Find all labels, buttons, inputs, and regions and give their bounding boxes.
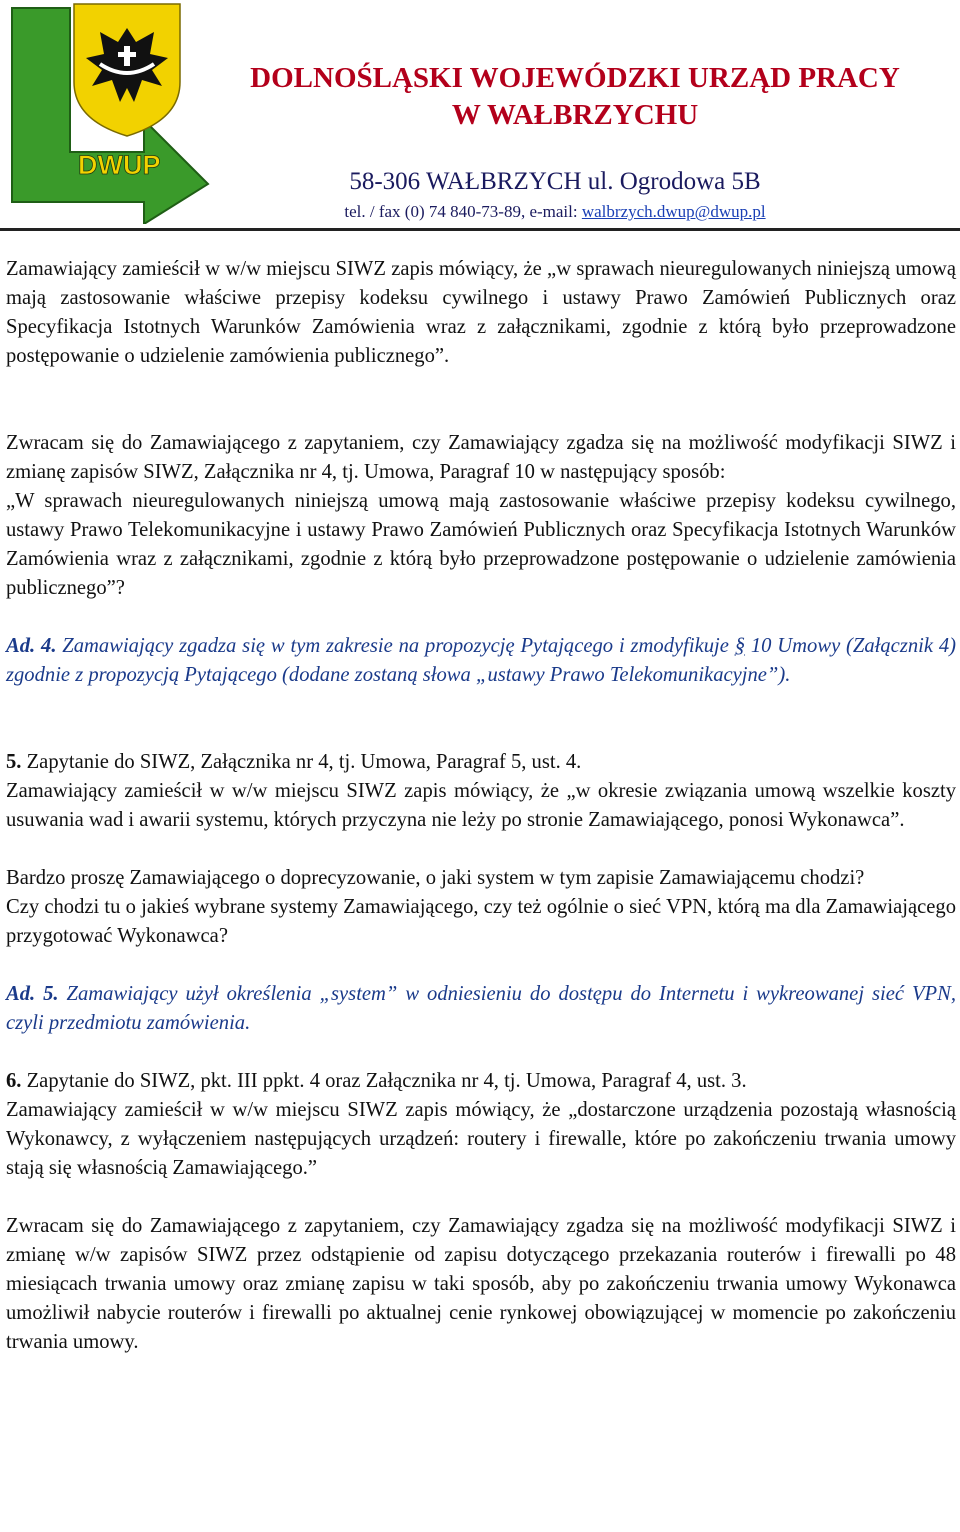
question-6-heading: 6. Zapytanie do SIWZ, pkt. III ppkt. 4 oraz Załącznika nr 4, tj. Umowa, Paragraf 4, ust. 3. (6, 1070, 747, 1092)
org-name-line1: DOLNOŚLĄSKI WOJEWÓDZKI URZĄD PRACY (250, 62, 900, 94)
answer-5-label: Ad. 5. (6, 983, 59, 1005)
document-body (6, 255, 956, 1357)
paragraph-6-quote: Zamawiający zamieścił w w/w miejscu SIWZ zapis mówiący, że „dostarczone urządzenia pozostają własnością Wykonawcy, z wyłączeniem następujących urządzeń: routery i firewalle, które po zakończeniu trwania umowy stają się własnością Zamawiającego.” (6, 1099, 956, 1179)
question-5-number: 5. (6, 751, 22, 773)
dwup-logo (4, 2, 210, 224)
contact-line (230, 202, 880, 222)
logo-text: DWUP (78, 150, 161, 180)
answer-5: Ad. 5. Zamawiający użył określenia „system” w odniesieniu do dostępu do Internetu i wykreowanej sieć VPN, czyli przedmiotu zamówienia. (6, 983, 957, 1034)
phone-fax: tel. / fax (0) 74 840-73-89, e-mail: (344, 202, 582, 221)
paragraph-5-question: Czy chodzi tu o jakieś wybrane systemy Zamawiającego, czy też ogólnie o sieć VPN, którą ma dla Zamawiającego przygotować Wykonawca? (6, 896, 956, 947)
answer-4-label: Ad. 4. (6, 635, 57, 657)
paragraph-quote-current-clause: Zamawiający zamieścił w w/w miejscu SIWZ zapis mówiący, że „w sprawach nieuregulowanych niniejszą umową mają zastosowanie właściwe przepisy kodeksu cywilnego i ustawy Prawo Zamówień Publicznych oraz Specyfikacja Istotnych Warunków Zamówienia wraz z załącznikami, zgodnie z którą było przeprowadzone postępowanie o udzielenie zamówienia publicznego”. (6, 258, 956, 367)
postal-address: 58-306 WAŁBRZYCH ul. Ogrodowa 5B (349, 168, 761, 195)
paragraph-question-modification: Zwracam się do Zamawiającego z zapytaniem, czy Zamawiający zgadza się na możliwość modyfikacji SIWZ i zmianę zapisów SIWZ, Załącznika nr 4, tj. Umowa, Paragraf 10 w następujący sposób: (6, 432, 956, 483)
paragraph-proposed-clause: „W sprawach nieuregulowanych niniejszą umową mają zastosowanie właściwe przepisy kodeksu cywilnego, ustawy Prawo Telekomunikacyjne i ustawy Prawo Zamówień Publicznych oraz Specyfikacja Istotnych Warunków Zamówienia wraz z załącznikami, zgodnie z którą było przeprowadzone postępowanie o udzielenie zamówienia publicznego”? (6, 490, 956, 599)
paragraph-sign: § (734, 635, 746, 657)
organization-name (210, 60, 940, 134)
org-name-line2: W WAŁBRZYCHU (451, 99, 699, 131)
paragraph-5-quote: Zamawiający zamieścił w w/w miejscu SIWZ zapis mówiący, że „w okresie związania umową wszelkie koszty usuwania wad i awarii systemu, których przyczyna nie leży po stronie Zamawiającego, ponosi Wykonawca”. (6, 780, 956, 831)
paragraph-5-request: Bardzo proszę Zamawiającego o doprecyzowanie, o jaki system w tym zapisie Zamawiającemu chodzi? (6, 867, 865, 889)
paragraph-6-question: Zwracam się do Zamawiającego z zapytaniem, czy Zamawiający zgadza się na możliwość modyfikacji SIWZ i zmianę w/w zapisów SIWZ przez odstąpienie od zapisu dotyczącego przekazania routerów i firewalli po 48 miesiącach trwania umowy oraz zmianę zapisu w taki sposób, aby po zakończeniu trwania umowy Wykonawca umożliwił nabycie routerów i firewalli po aktualnej cenie rynkowej obowiązującej w momencie po zakończeniu trwania umowy. (6, 1215, 956, 1353)
letterhead (0, 0, 960, 232)
question-5-heading: 5. Zapytanie do SIWZ, Załącznika nr 4, tj. Umowa, Paragraf 5, ust. 4. (6, 751, 582, 773)
header-divider (0, 228, 960, 231)
email-link[interactable]: walbrzych.dwup@dwup.pl (581, 202, 766, 221)
question-6-number: 6. (6, 1070, 22, 1092)
answer-4: Ad. 4. Zamawiający zgadza się w tym zakresie na propozycję Pytającego i zmodyfikuje § 10 Umowy (Załącznik 4) zgodnie z propozycją Pytającego (dodane zostaną słowa „ustawy Prawo Telekomunikacyjne”). (6, 635, 956, 686)
